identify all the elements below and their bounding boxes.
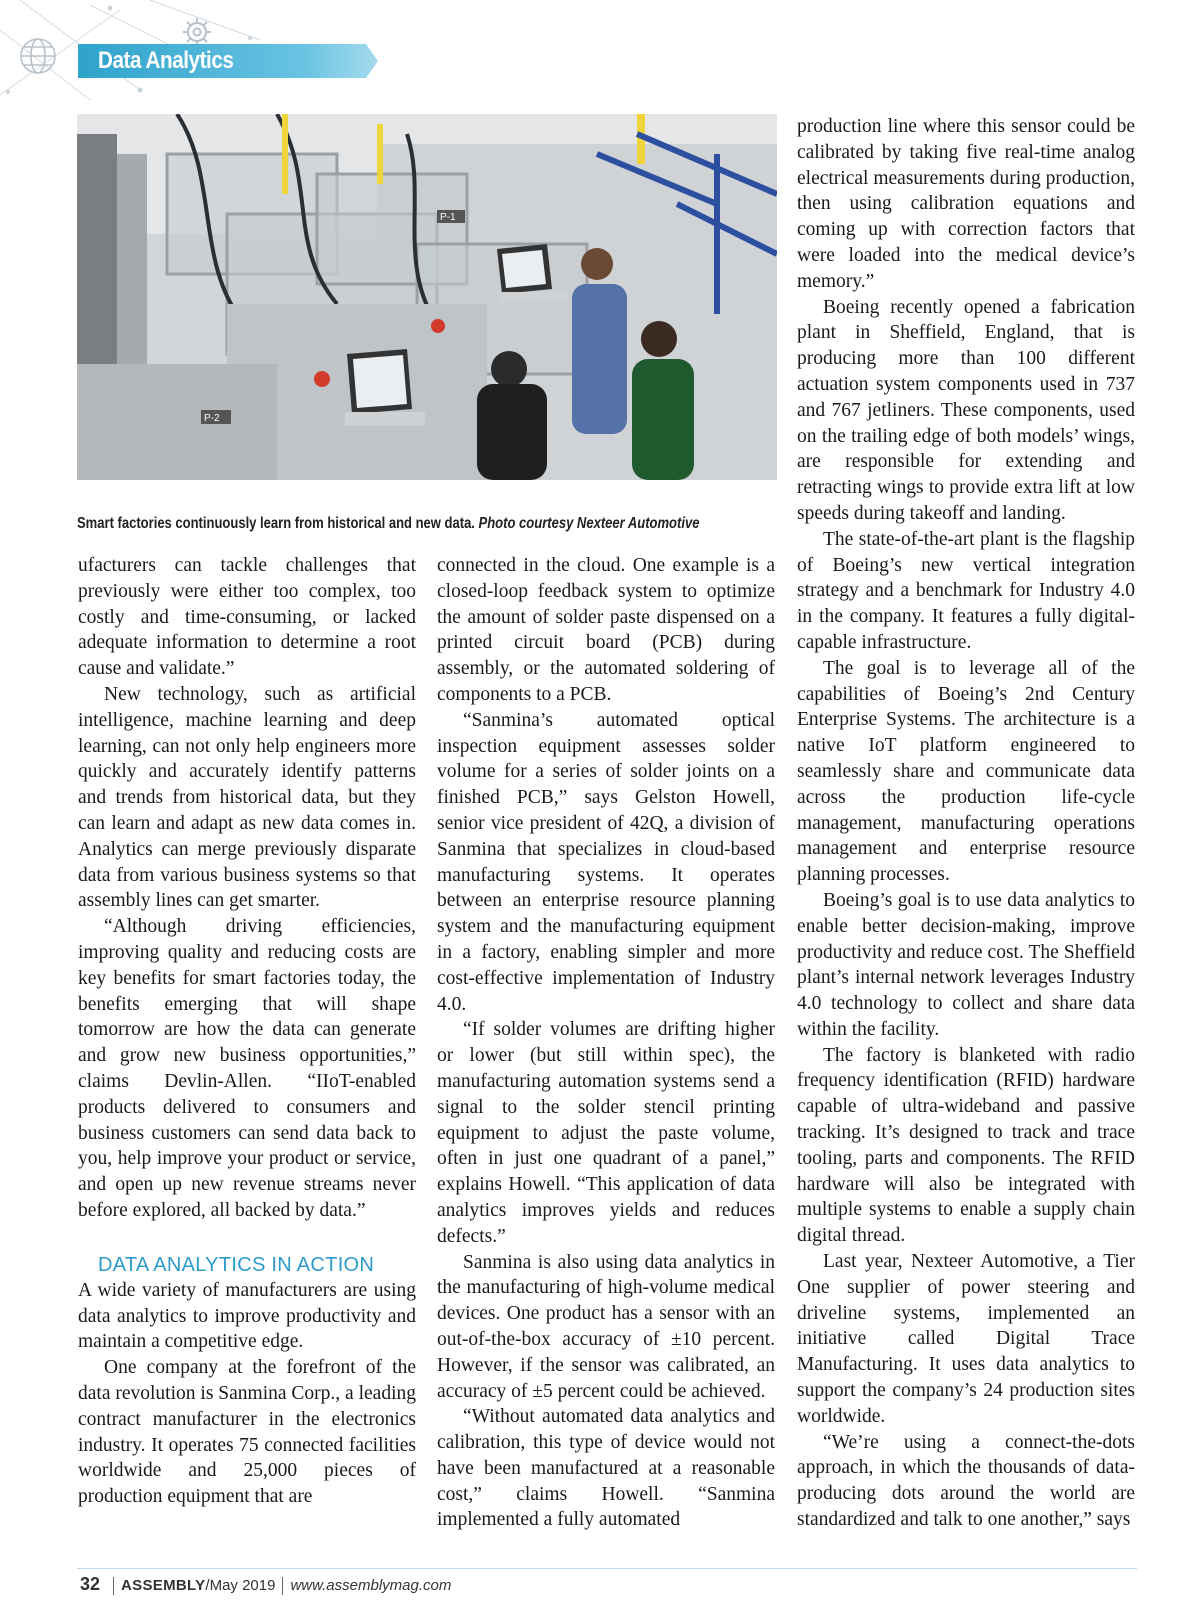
issue-date: /May 2019 — [205, 1577, 276, 1594]
footer-rule — [77, 1568, 1137, 1569]
paragraph: ufacturers can tackle challenges that previously were either too complex, too costly and time-consuming, or lacked adequate information to determine a root cause and validate.” — [78, 555, 416, 680]
paragraph: Boeing recently opened a fabrication plant in Sheffield, England, that is producing more than 100 different actuation system components used in 737 and 767 jetliners. These components, used on the trailing edge of both models’ wings, are responsible for extending and retracting wings to provide extra lift at low speeds during takeoff and landing. — [797, 296, 1135, 524]
factory-photo — [77, 114, 777, 480]
gear-icon — [183, 18, 211, 46]
paragraph: The state-of-the-art plant is the flagship of Boeing’s new vertical integration strategy and a benchmark for Industry 4.0 in the company. It features a fully digital-capable infrastructure. — [797, 528, 1135, 653]
article-column-1 — [78, 553, 416, 1510]
paragraph: “Without automated data analytics and calibration, this type of device would not have been manufactured at a reasonable cost,” claims Howell. “Sanmina implemented a fully automated — [437, 1406, 775, 1531]
magazine-name: ASSEMBLY — [121, 1577, 206, 1594]
caption-main: Smart factories continuously learn from historical and new data. — [77, 515, 475, 532]
caption-credit: Photo courtesy Nexteer Automotive — [478, 515, 700, 532]
sign-p2: P-2 — [204, 413, 220, 424]
paragraph: production line where this sensor could be calibrated by taking five real-time analog electrical measurements during production, then using calibration equations and coming up with correction factors that were loaded into the medical device’s memory.” — [797, 116, 1135, 292]
paragraph: “Sanmina’s automated optical inspection equipment assesses solder volume for a series of solder joints on a finished PCB,” says Gelston Howell, senior vice president of 42Q, a division of Sanmina that specializes in cloud-based manufacturing systems. It operates between an enterprise resource planning system and the manufacturing equipment in a factory, enabling simpler and more cost-effective implementation of Industry 4.0. — [437, 709, 775, 1015]
paragraph: The goal is to leverage all of the capabilities of Boeing’s 2nd Century Enterprise Systems. The architecture is a native IoT platform engineered to seamlessly share and communicate data across the production life-cycle management, manufacturing operations management and enterprise resource planning processes. — [797, 657, 1135, 886]
paragraph: New technology, such as artificial intelligence, machine learning and deep learning, can not only help engineers more quickly and accurately identify patterns and trends from historical data, but they can learn and adapt as new data comes in. Analytics can merge previously disparate data from various business systems so that assembly lines can get smarter. — [78, 683, 416, 912]
magazine-url[interactable]: www.assemblymag.com — [290, 1577, 452, 1594]
paragraph: Boeing’s goal is to use data analytics to enable better decision-making, improve productivity and reduce cost. The Sheffield plant’s internal network leverages Industry 4.0 technology to collect and share data within the facility. — [797, 889, 1135, 1040]
paragraph: connected in the cloud. One example is a closed-loop feedback system to optimize the amount of solder paste dispensed on a printed circuit board (PCB) during assembly, or the automated soldering of components to a PCB. — [437, 555, 775, 705]
footer-divider — [113, 1577, 114, 1595]
paragraph: “Although driving efficiencies, improving quality and reducing costs are key benefits for smart factories today, the benefits emerging that will shape tomorrow are how the data can generate and grow new business opportunities,” claims Devlin-Allen. “IIoT-enabled products delivered to consumers and business customers can send data back to you, help improve your product or service, and open up new revenue streams never before explored, all backed by data.” — [78, 916, 416, 1221]
paragraph: Sanmina is also using data analytics in the manufacturing of high-volume medical devices. One product has a sensor with an out-of-the-box accuracy of ±10 percent. However, if the sensor was calibrated, an accuracy of ±5 percent could be achieved. — [437, 1251, 775, 1402]
article-column-2 — [437, 553, 775, 1533]
subheading: DATA ANALYTICS IN ACTION — [98, 1253, 375, 1276]
article-column-3 — [797, 114, 1135, 1533]
page-footer — [80, 1572, 451, 1596]
section-label: Data Analytics — [98, 47, 234, 74]
paragraph: One company at the forefront of the data revolution is Sanmina Corp., a leading contract manufacturer in the electronics industry. It operates 75 connected facilities worldwide and 25,000 pieces of production equipment that are — [78, 1357, 416, 1508]
page-number: 32 — [80, 1574, 101, 1594]
paragraph: “We’re using a connect-the-dots approach, in which the thousands of data-producing dots around the world are standardized and talk to one another,” says — [797, 1431, 1135, 1531]
sign-p1: P-1 — [440, 212, 456, 223]
paragraph: The factory is blanketed with radio frequency identification (RFID) hardware capable of ultra-wideband and passive tracking. It’s designed to track and trace tooling, parts and components. The RFID hardware will also be integrated with multiple systems to enable a supply chain digital thread. — [797, 1044, 1135, 1247]
paragraph: “If solder volumes are drifting higher or lower (but still within spec), the manufacturing automation systems send a signal to the solder stencil printing equipment to adjust the paste volume, often in just one quadrant of a panel,” explains Howell. “This application of data analytics improves yields and reduces defects.” — [437, 1019, 775, 1247]
footer-divider — [282, 1577, 283, 1595]
photo-caption — [77, 515, 715, 533]
paragraph: A wide variety of manufacturers are using data analytics to improve productivity and maintain a competitive edge. — [78, 1279, 416, 1353]
paragraph: Last year, Nexteer Automotive, a Tier One supplier of power steering and driveline systems, implemented an initiative called Digital Trace Manufacturing. It uses data analytics to support the company’s 24 production sites worldwide. — [797, 1251, 1135, 1427]
